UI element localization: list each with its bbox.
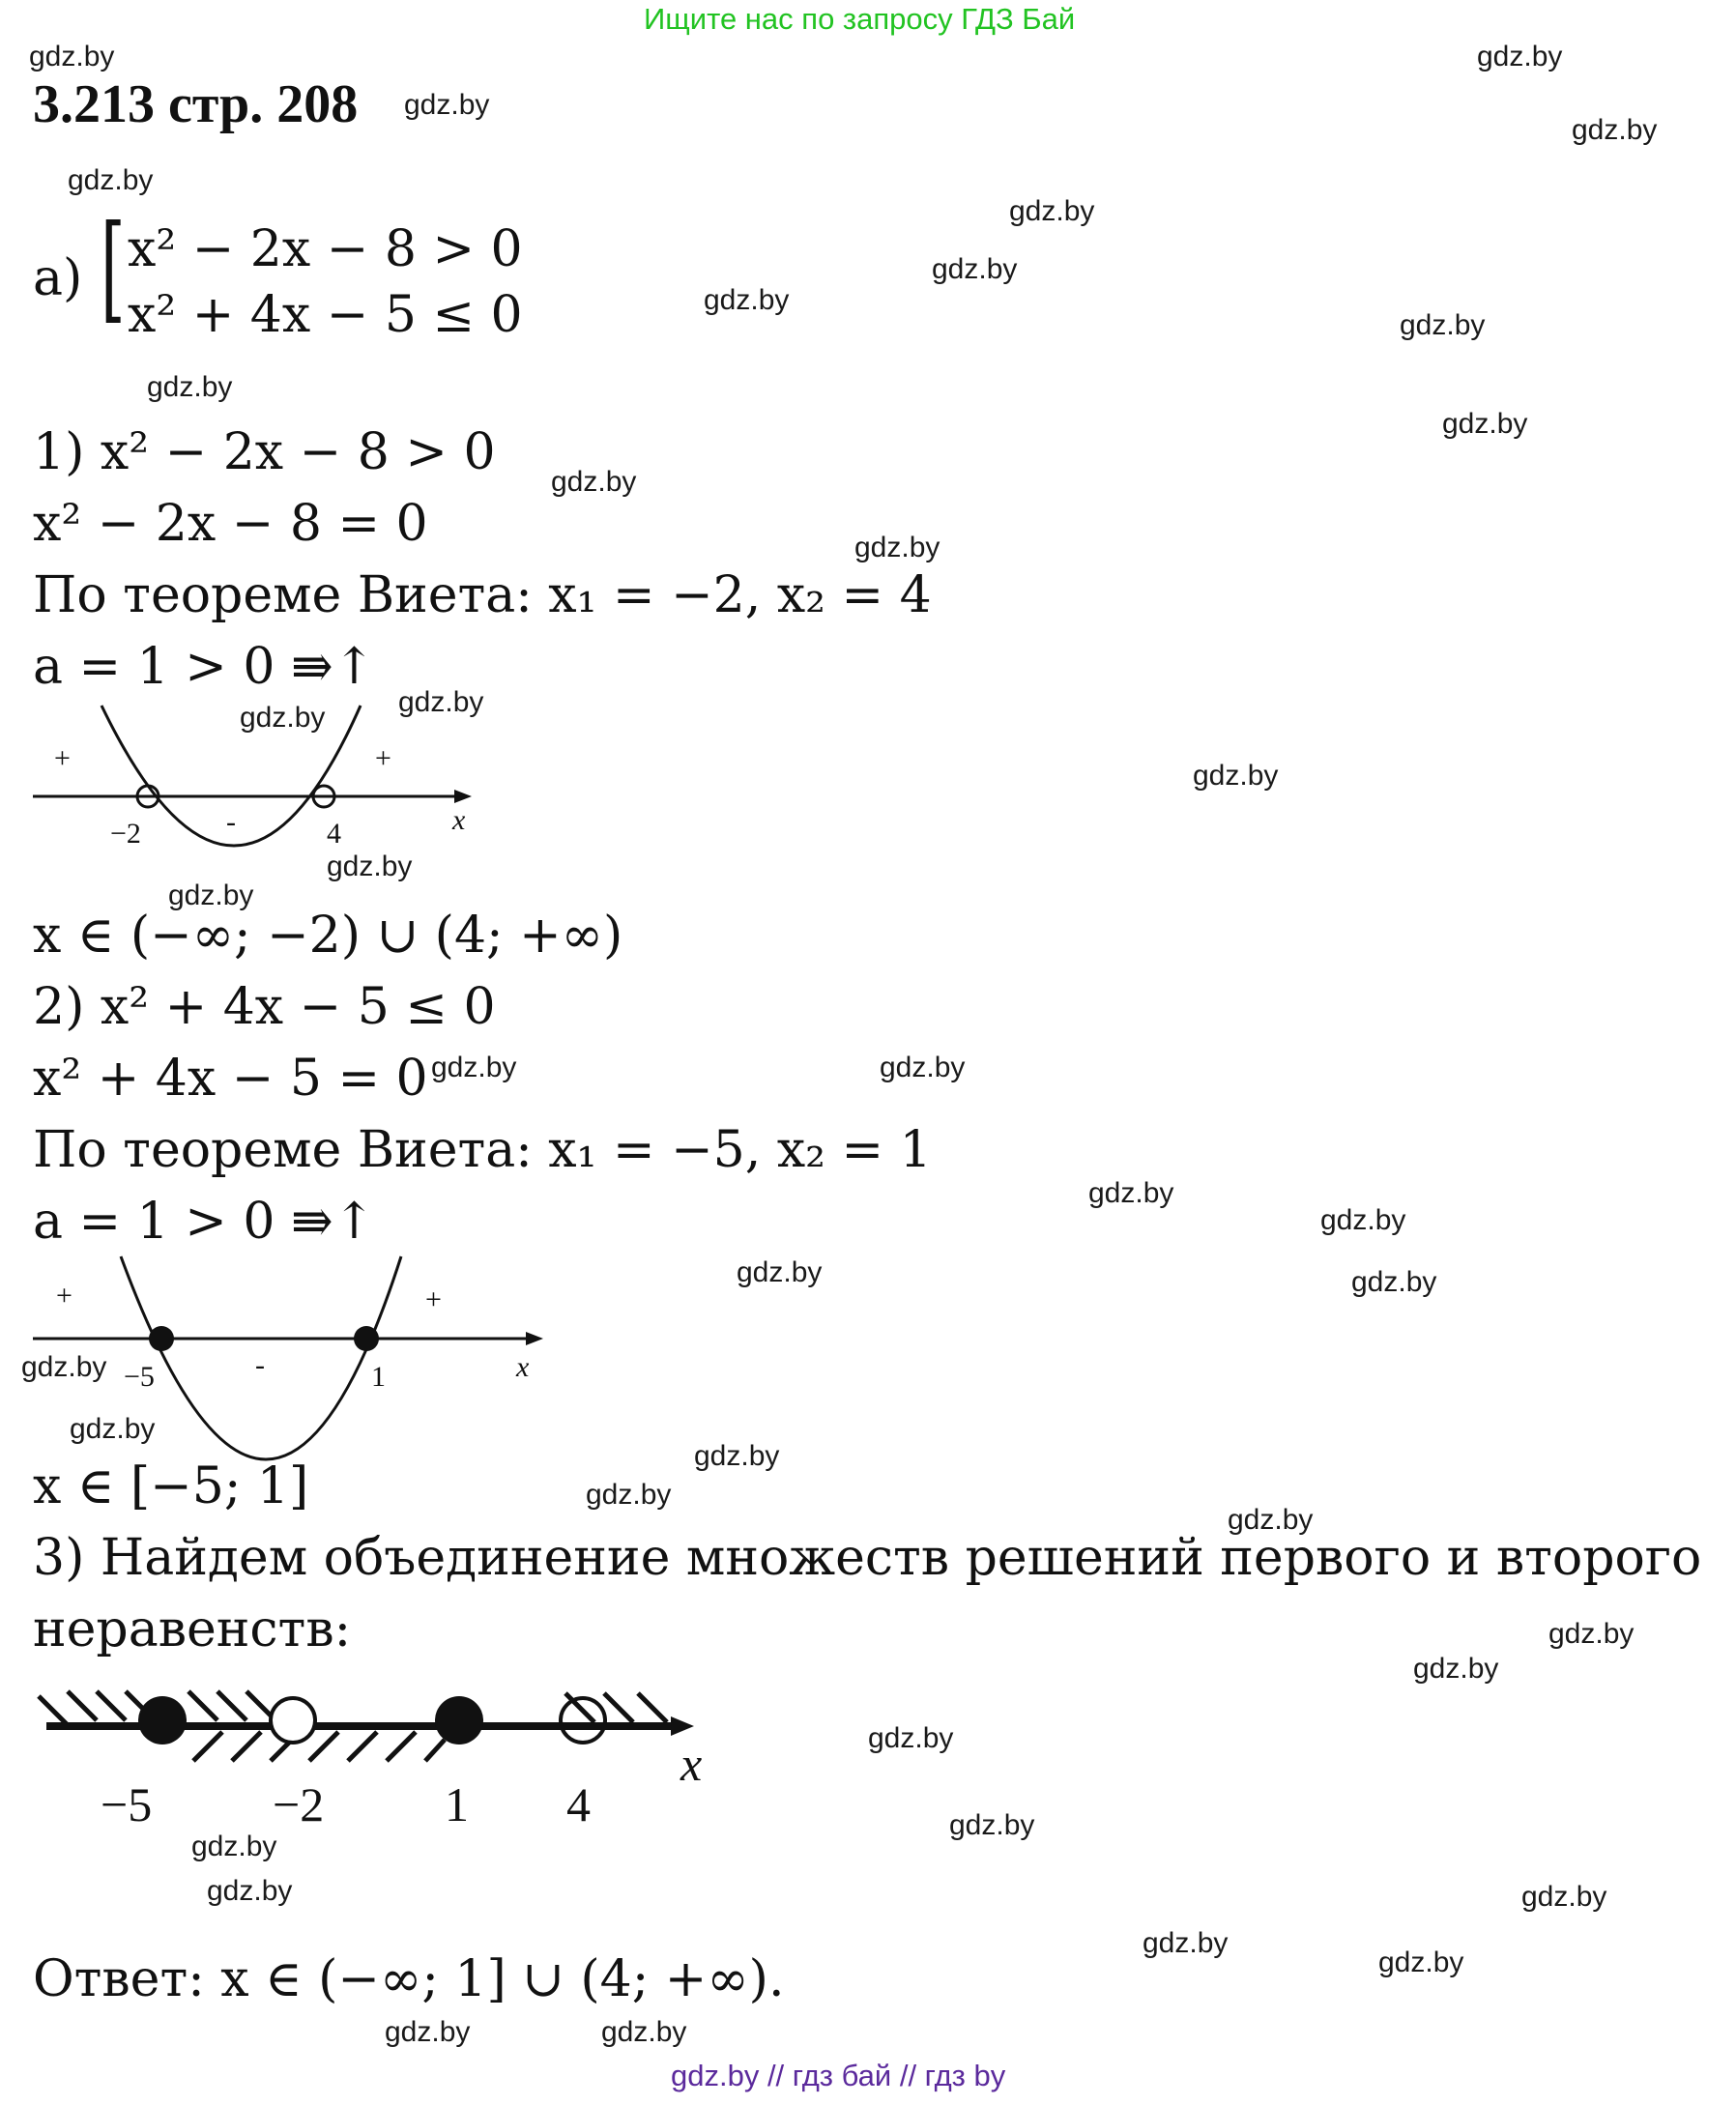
watermark[interactable]: gdz.by	[385, 2016, 471, 2048]
watermark[interactable]: gdz.by	[207, 1875, 293, 1907]
watermark[interactable]: gdz.by	[932, 253, 1018, 285]
watermark[interactable]: gdz.by	[586, 1479, 672, 1511]
step1-vieta: По теореме Виета: x₁ = −2, x₂ = 4	[33, 566, 932, 624]
watermark[interactable]: gdz.by	[1400, 309, 1486, 341]
watermark[interactable]: gdz.by	[240, 702, 326, 734]
step3-point-4	[561, 1698, 605, 1743]
watermark[interactable]: gdz.by	[1193, 760, 1279, 792]
step1-root-right-point	[313, 786, 334, 807]
watermark[interactable]: gdz.by	[601, 2016, 687, 2048]
watermark[interactable]: gdz.by	[868, 1722, 954, 1754]
watermark[interactable]: gdz.by	[68, 164, 154, 196]
step2-minus: -	[255, 1349, 265, 1381]
step1-minus: -	[226, 806, 236, 838]
watermark[interactable]: gdz.by	[1143, 1927, 1229, 1959]
watermark[interactable]: gdz.by	[1521, 1881, 1607, 1913]
part-a-label: a)	[33, 249, 83, 307]
step2-plus-right: +	[425, 1283, 442, 1315]
step1-axis-arrow	[454, 790, 472, 803]
step3-label-minus5: −5	[101, 1777, 153, 1831]
watermark[interactable]: gdz.by	[29, 41, 115, 72]
watermark[interactable]: gdz.by	[1477, 41, 1563, 72]
step3-point-minus2	[271, 1698, 315, 1743]
system-bracket: [	[101, 201, 126, 335]
watermark[interactable]: gdz.by	[1442, 408, 1528, 440]
answer: Ответ: x ∈ (−∞; 1] ∪ (4; +∞).	[33, 1950, 785, 2008]
watermark[interactable]: gdz.by	[327, 851, 413, 882]
step3-line-2: неравенств:	[33, 1600, 352, 1658]
step3-hatch-upper-left	[39, 1691, 275, 1725]
system-line-2: x² + 4x − 5 ≤ 0	[128, 286, 523, 344]
step1-equation: x² − 2x − 8 = 0	[33, 495, 428, 553]
watermark[interactable]: gdz.by	[1320, 1204, 1406, 1236]
top-banner[interactable]: Ищите нас по запросу ГДЗ Бай	[644, 2, 1076, 36]
watermark[interactable]: gdz.by	[168, 879, 254, 911]
watermark[interactable]: gdz.by	[704, 284, 790, 316]
step2-root-left-point	[149, 1326, 174, 1351]
watermark[interactable]: gdz.by	[737, 1256, 823, 1288]
watermark[interactable]: gdz.by	[398, 686, 484, 718]
watermark[interactable]: gdz.by	[551, 466, 637, 498]
watermark[interactable]: gdz.by	[1572, 114, 1658, 146]
step1-root-right-label: 4	[327, 818, 341, 850]
watermark[interactable]: gdz.by	[1009, 195, 1095, 227]
step2-plus-left: +	[56, 1280, 72, 1312]
watermark[interactable]: gdz.by	[1413, 1653, 1499, 1685]
watermark[interactable]: gdz.by	[431, 1052, 517, 1083]
watermark[interactable]: gdz.by	[880, 1052, 966, 1083]
watermark[interactable]: gdz.by	[404, 89, 490, 121]
page-title: 3.213 стр. 208	[33, 74, 359, 134]
step3-point-1	[435, 1696, 483, 1745]
step2-axis-arrow	[526, 1332, 543, 1345]
watermark[interactable]: gdz.by	[70, 1413, 156, 1445]
step2-result: x ∈ [−5; 1]	[33, 1457, 309, 1515]
step2-root-right-label: 1	[371, 1361, 386, 1393]
step2-leading-coef: a = 1 > 0 ⇛↑	[33, 1193, 376, 1251]
step1-root-left-label: −2	[110, 818, 141, 850]
step3-axis-label: x	[680, 1737, 703, 1791]
step3-axis-arrow	[671, 1716, 694, 1736]
step2-axis-label: x	[516, 1351, 530, 1383]
step3-hatch-lower-middle	[193, 1732, 445, 1761]
watermark[interactable]: gdz.by	[1088, 1177, 1174, 1209]
watermark[interactable]: gdz.by	[191, 1831, 277, 1862]
watermark[interactable]: gdz.by	[949, 1809, 1035, 1841]
watermark[interactable]: gdz.by	[854, 532, 940, 563]
watermark[interactable]: gdz.by	[1351, 1266, 1437, 1298]
step1-leading-coef: a = 1 > 0 ⇛↑	[33, 638, 376, 696]
watermark[interactable]: gdz.by	[147, 371, 233, 403]
step1-plus-right: +	[375, 742, 391, 774]
system-line-1: x² − 2x − 8 > 0	[128, 220, 523, 278]
step3-label-1: 1	[445, 1777, 469, 1831]
watermark[interactable]: gdz.by	[1228, 1504, 1314, 1536]
footer-links[interactable]: gdz.by // гдз бай // гдз by	[671, 2059, 1006, 2092]
step1-result: x ∈ (−∞; −2) ∪ (4; +∞)	[33, 907, 623, 965]
step2-vieta: По теореме Виета: x₁ = −5, x₂ = 1	[33, 1121, 932, 1179]
step3-point-minus5	[138, 1696, 187, 1745]
step2-root-left-label: −5	[124, 1361, 155, 1393]
step2-root-right-point	[354, 1326, 379, 1351]
step3-hatch-upper-right	[565, 1693, 667, 1722]
watermark[interactable]: gdz.by	[1548, 1618, 1635, 1650]
watermark[interactable]: gdz.by	[1378, 1946, 1464, 1978]
step2-equation: x² + 4x − 5 = 0	[33, 1050, 428, 1108]
step1-root-left-point	[137, 786, 159, 807]
step3-label-4: 4	[566, 1777, 591, 1831]
step1-axis-label: x	[452, 804, 466, 836]
watermark[interactable]: gdz.by	[21, 1351, 107, 1383]
step3-label-minus2: −2	[273, 1777, 325, 1831]
step1-inequality: 1) x² − 2x − 8 > 0	[33, 423, 496, 481]
watermark[interactable]: gdz.by	[694, 1440, 780, 1472]
step3-line-1: 3) Найдем объединение множеств решений первого и второго	[33, 1529, 1702, 1587]
step1-plus-left: +	[54, 742, 71, 774]
step2-inequality: 2) x² + 4x − 5 ≤ 0	[33, 978, 496, 1036]
